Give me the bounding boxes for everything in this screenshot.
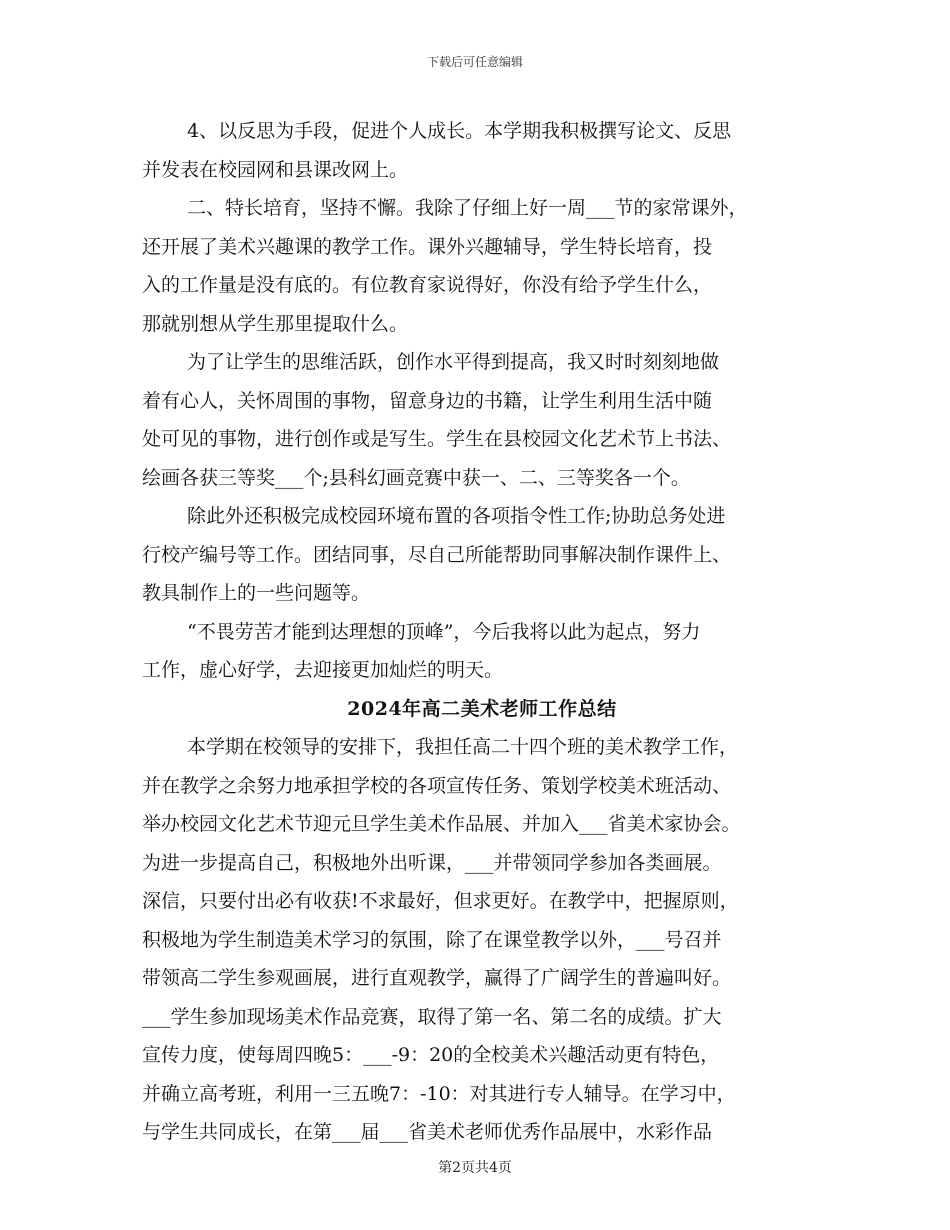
text-line: 工作，虚心好学，去迎接更加灿烂的明天。 [142, 659, 504, 681]
text-line: ___学生参加现场美术作品竞赛，取得了第一名、第二名的成绩。扩大 [142, 1005, 722, 1028]
text-line: 二、特长培育，坚持不懈。我除了仔细上好一周___节的家常课外， [187, 197, 748, 219]
text-line: 着有心人，关怀周围的事物，留意身边的书籍，让学生利用生活中随 [142, 389, 713, 412]
document-body [142, 112, 822, 1152]
text-line: 积极地为学生制造美术学习的氛围，除了在课堂教学以外，___号召并 [142, 928, 722, 951]
text-line: 并在教学之余努力地承担学校的各项宣传任务、策划学校美术班活动、 [142, 774, 732, 797]
text-line: 4、以反思为手段，促进个人成长。本学期我积极撰写论文、反思 [187, 120, 732, 142]
text-line: 入的工作量是没有底的。有位教育家说得好，你没有给予学生什么， [142, 274, 713, 296]
text-line: 宣传力度，使每周四晚5：___-9：20的全校美术兴趣活动更有特色， [142, 1044, 720, 1066]
page-footer: 第2页共4页 [438, 1160, 512, 1176]
text-line: 为了让学生的思维活跃，创作水平得到提高，我又时时刻刻地做 [187, 351, 720, 373]
section-title: 2024年高二美术老师工作总结 [347, 697, 617, 720]
text-line: 行校产编号等工作。团结同事，尽自己所能帮助同事解决制作课件上、 [142, 543, 732, 566]
text-line: 带领高二学生参观画展，进行直观教学，赢得了广阔学生的普遍叫好。 [142, 967, 732, 989]
text-line: 除此外还积极完成校园环境布置的各项指令性工作;协助总务处进 [187, 505, 726, 527]
text-line: 本学期在校领导的安排下，我担任高二十四个班的美术教学工作， [187, 736, 739, 758]
text-line: 举办校园文化艺术节迎元旦学生美术作品展、并加入___省美术家协会。 [142, 813, 741, 835]
text-line: 与学生共同成长，在第___届___省美术老师优秀作品展中，水彩作品 [142, 1121, 713, 1143]
text-line: “不畏劳苦才能到达理想的顶峰”，今后我将以此为起点，努力 [187, 620, 701, 643]
text-line: 为进一步提高自己，积极地外出听课，___并带领同学参加各类画展。 [142, 851, 722, 874]
text-line: 还开展了美术兴趣课的教学工作。课外兴趣辅导，学生特长培育，投 [142, 235, 713, 258]
text-line: 并发表在校园网和县课改网上。 [142, 158, 409, 181]
page-header: 下载后可任意编辑 [426, 55, 523, 69]
text-line: 绘画各获三等奖___个;县科幻画竞赛中获一、二、三等奖各一个。 [142, 466, 690, 489]
text-line: 教具制作上的一些问题等。 [142, 582, 371, 604]
text-line: 处可见的事物，进行创作或是写生。学生在县校园文化艺术节上书法、 [142, 428, 732, 450]
text-line: 并确立高考班，利用一三五晚7：-10：对其进行专人辅导。在学习中， [142, 1082, 736, 1105]
text-line: 那就别想从学生那里提取什么。 [142, 312, 409, 335]
text-line: 深信，只要付出必有收获!不求最好，但求更好。在教学中，把握原则， [142, 890, 739, 912]
